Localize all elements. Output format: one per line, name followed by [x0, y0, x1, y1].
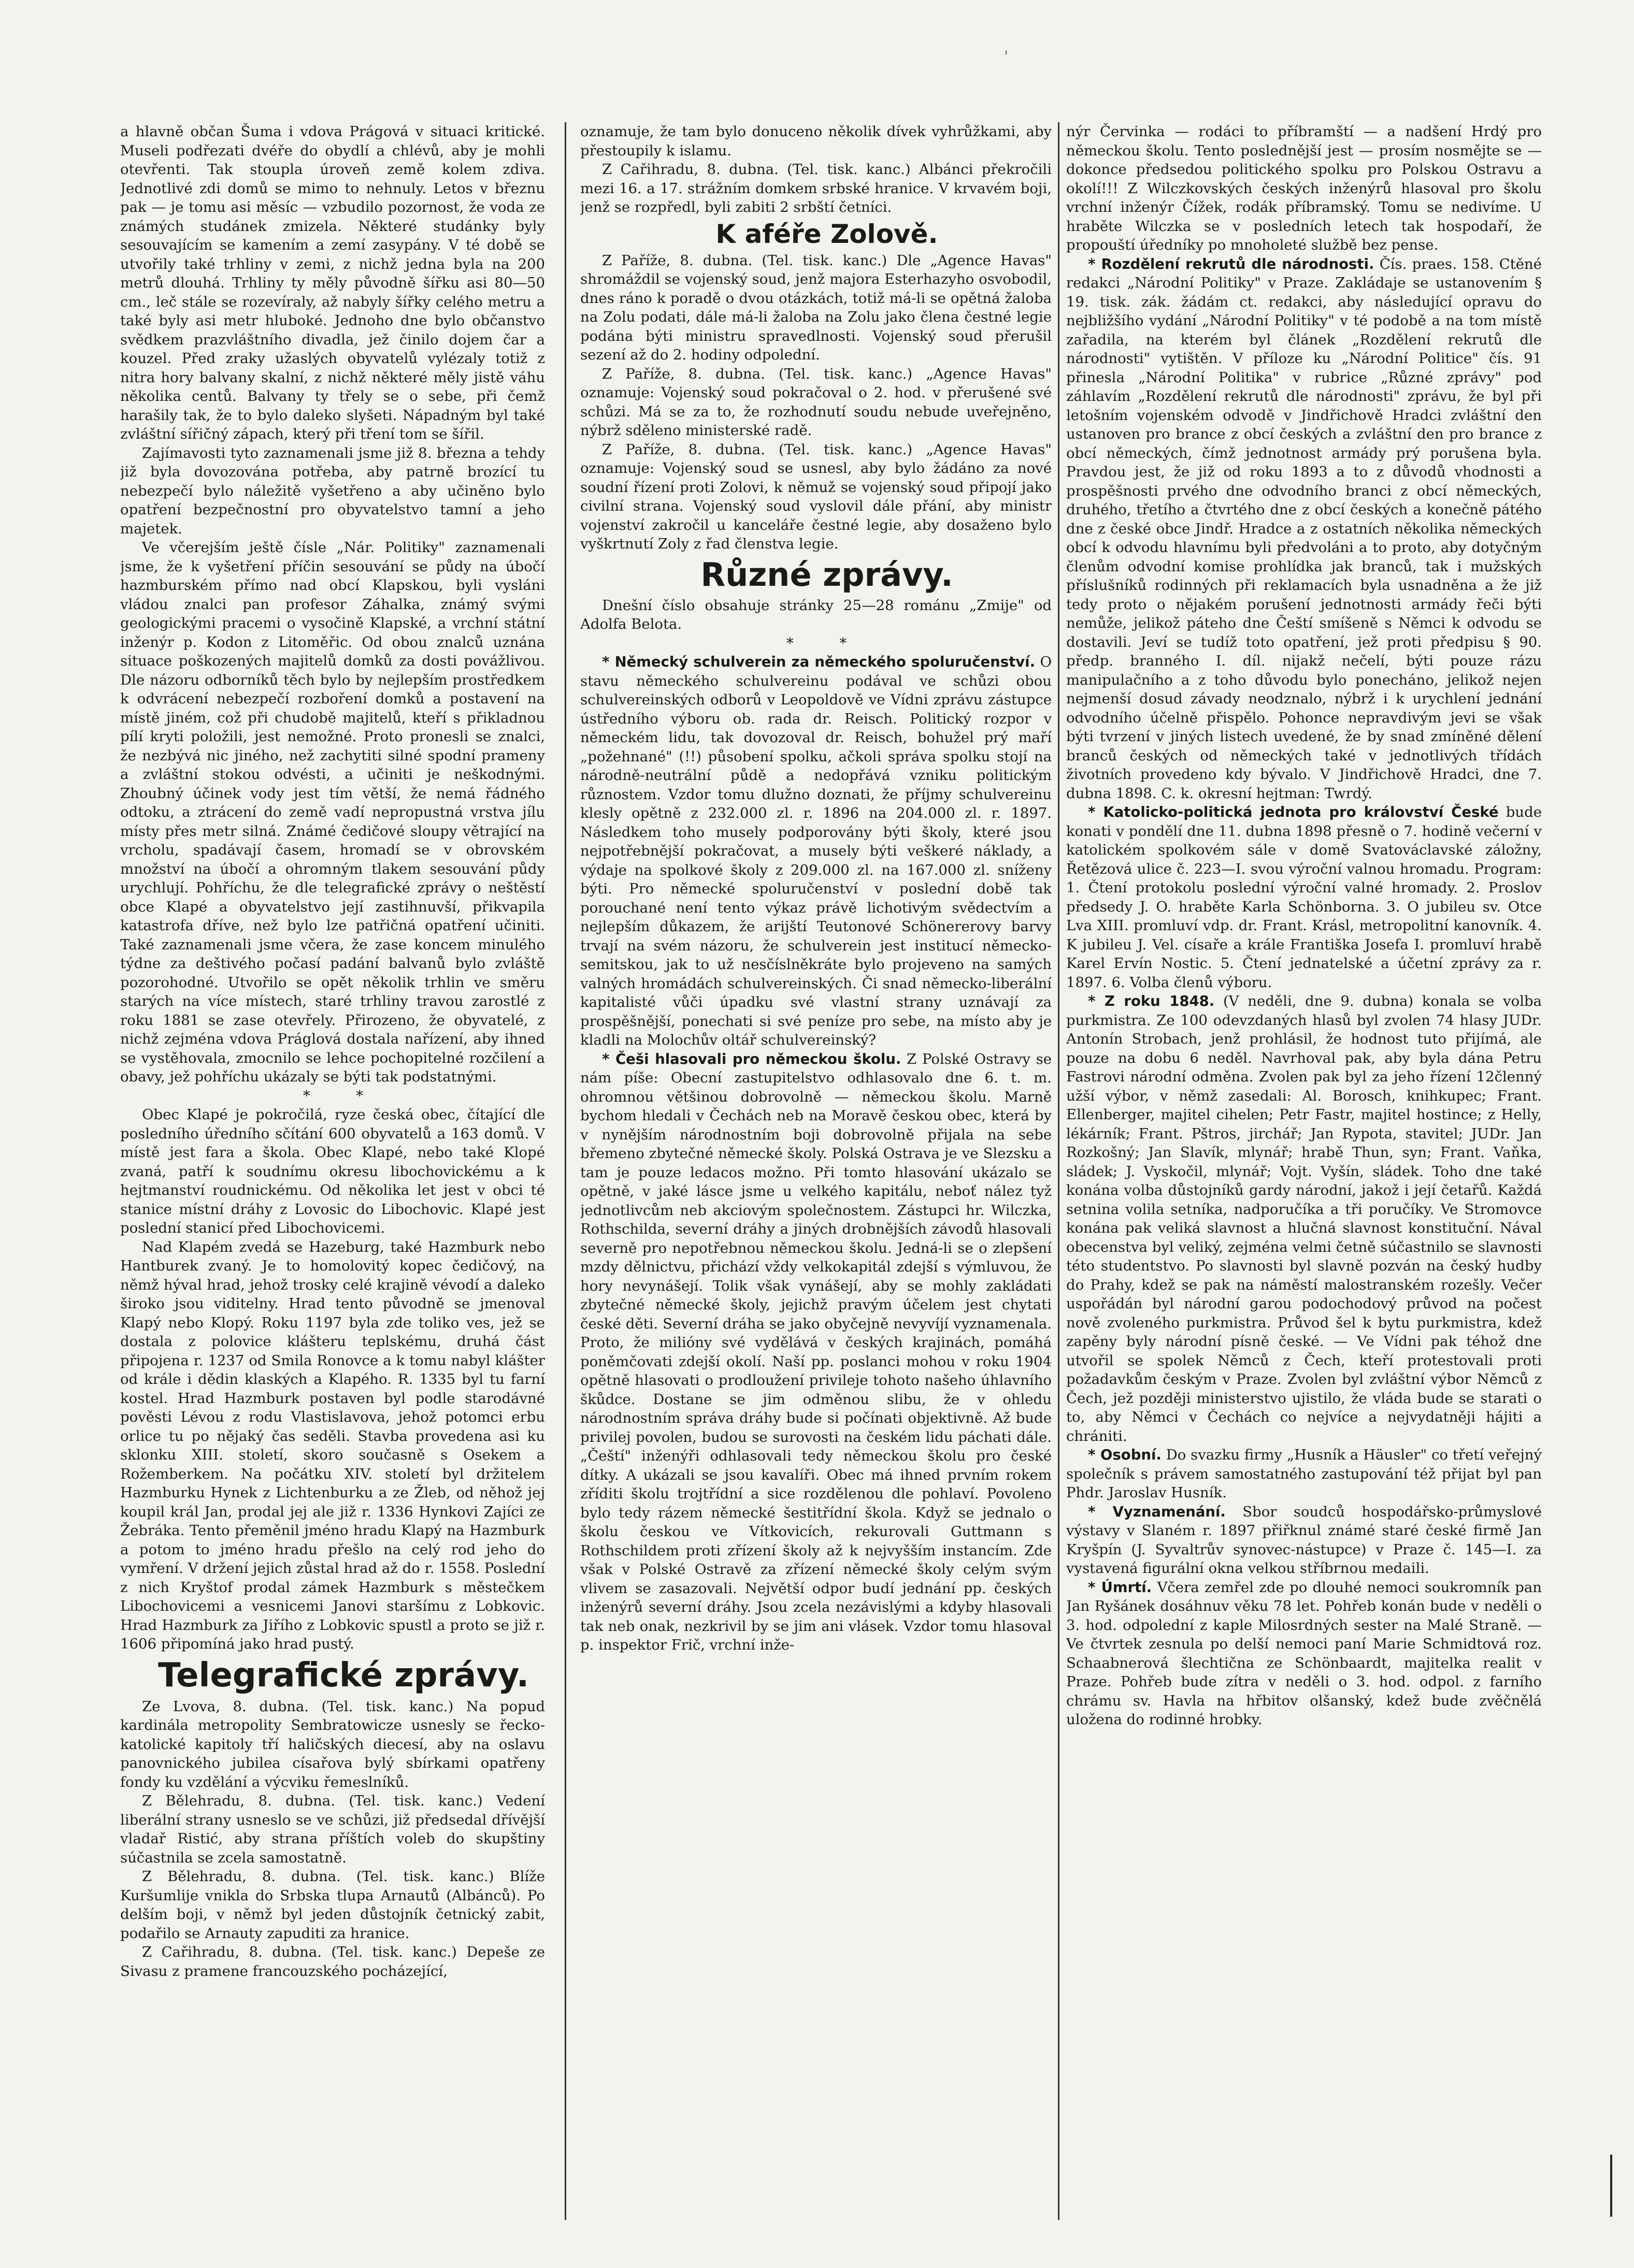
news-item: Z Paříže, 8. dubna. (Tel. tisk. kanc.) Dle „Agence Havas" shromáždil se vojenský soud, jenž majora Esterhazyho osvobodil, dnes ráno k poradě o dvou otázkách, totiž má-li se opětná žaloba na Zolu podati, dále má-li žaloba na Zolu jako člena čestné legie podána býti ministru spravedlnosti. Vojenský soud přerušil sezení až do 2. hodiny odpolední.	[580, 252, 1052, 363]
page-mark: '	[1004, 48, 1009, 66]
item-body: Sbor soudců hospodářsko-průmyslové výstavy v Slaném r. 1897 přiřknul známé staré české firmě Jan Kryšpín (J. Syvaltrův synovec-nástupce) v Praze č. 145—I. za vystavená figurální okna velkou stříbrnou medaili.	[1066, 1503, 1542, 1577]
news-item: Z Paříže, 8. dubna. (Tel. tisk. kanc.) „Agence Havas" oznamuje: Vojenský soud pokračoval o 2. hod. v přerušené své schůzi. Má se za to, že rozhodnutí soudu nebude uveřejněno, nýbrž sděleno ministerské radě.	[580, 365, 1052, 439]
article-paragraph: Obec Klapé je pokročilá, ryze česká obec, čítající dle posledního úředního sčítání 600 obyvatelů a 163 domů. V místě jest fara a škola. Obec Klapé, nebo také Klopé zvaná, patří k soudnímu okresu libochovickému a k hejtmanství roudnickému. Od několika let jest v obci té stanice místní dráhy z Lovosic do Libochovic. Klapé jest poslední stanicí před Libochovicemi.	[120, 1106, 545, 1236]
section-heading-zola: K aféře Zolově.	[715, 219, 938, 249]
item-title: * Osobní.	[1088, 1447, 1162, 1463]
item-title: * Německý schulverein za německého spoluručenství.	[602, 654, 1036, 670]
news-item	[1066, 1503, 1542, 1578]
item-title: * Katolicko-politická jednota pro království České	[1088, 804, 1499, 820]
news-item	[1066, 1446, 1542, 1503]
column-3	[1066, 122, 1542, 2220]
section-divider: * *	[786, 634, 868, 652]
news-item: Z Cařihradu, 8. dubna. (Tel. tisk. kanc.) Depeše ze Sivasu z pramene francouzského pocházející,	[120, 1944, 545, 1980]
item-body: Do svazku firmy „Husník a Häusler" co třetí veřejný společník s právem samostatného zastupování též přijat byl pan Phdr. Jaroslav Husník.	[1066, 1447, 1542, 1501]
news-item	[1066, 255, 1542, 803]
news-item	[1066, 992, 1542, 1446]
section-heading-ruzne: Různé zprávy.	[700, 555, 953, 594]
column-2	[580, 122, 1052, 2220]
news-item: Z Bělehradu, 8. dubna. (Tel. tisk. kanc.) Vedení liberální strany usneslo se ve schůzi, již předsedal dřívější vladař Ristić, aby strana příštích voleb do skupštiny súčastnila se zcela samostatně.	[120, 1793, 545, 1866]
news-item	[1066, 1578, 1542, 1729]
item-title: * Vyznamenání.	[1088, 1503, 1226, 1520]
news-item: oznamuje, že tam bylo donuceno několik dívek vyhrůžkami, aby přestoupily k islamu.	[580, 123, 1052, 159]
news-item: nýr Červinka — rodáci to příbramští — a nadšení Hrdý pro německou školu. Tento poslednější jest — prosím nosmějte se — dokonce předsedou politického spolku pro Polskou Ostravu a okolí!!! Z Wilczkovských českých inženýrů hlasoval pro školu vrchní inženýr Čížek, rodák příbramský. Tomu se nedivíme. U hraběte Wilczka se v posledních letech tak hospodaří, že propouští úředníky po mnoholeté službě bez pense.	[1066, 123, 1542, 253]
item-body: Včera zemřel zde po dlouhé nemoci soukromník pan Jan Ryšánek dosáhnuv věku 78 let. Pohřeb konán bude v neděli o 3. hod. odpolední z kaple Milosrdných sester na Malé Straně. — Ve čtvrtek zesnula po delší nemoci paní Marie Schmidtová roz. Schaabnerová šlechtična ze Schönbaardt, majitelka realit v Praze. Pohřeb bude zítra v neděli o 3. hod. odpol. z farního chrámu sv. Havla na hřbitov olšanský, kdež bude zvěčnělá uložena do rodinné hrobky.	[1066, 1579, 1542, 1728]
item-body: Čís. praes. 158. Ctěné redakci „Národní Politiky" v Praze. Zakládaje se ustanovením § 19. tisk. zák. žádám ct. redakci, aby následující opravu do nejbližšího vydání „Národní Politiky" v té podobě a na tom místě zařadila, na kterém byl článek „Rozdělení rekrutů dle národnosti" vytištěn. V příloze ku „Národní Politice" čís. 91 přinesla „Národní Politika" v rubrice „Různé zprávy" pod záhlavím „Rozdělení rekrutů dle národnosti" zprávu, že byl při letošním vojenském odvodě v Jindřichově Hradci zvláštní den ustanoven pro brance z obcí českých a zvláštní den pro brance z obcí německých, čímž jednotnost armády prý porušena byla. Pravdou jest, že již od roku 1893 a to z důvodů vhodnosti a prospěšnosti prvého dne odvodního branci z obcí německých, druhého, třetího a čtvrtého dne z obcí českých a konečně pátého dne z české obce Jindř. Hradce a z ostatních několika německých obcí k odvodu hlavnímu byli předvoláni a to proto, aby dotyčným členům odvodní komise prohlídka jak branců, tak i mužských příslušníků rodinných při reklamacích byla usnadněna a že již tedy proto o nějakém porušení jednotnosti armády řeči býti nemůže, jelikož páteho dne Čeští smíšeně s Němci k odvodu se dostavili. Jeví se tudíž toto opatření, jež proti předpisu § 90. předp. branného I. díl. nijakž nečelí, býti pouze rázu manipulačního a z toho důvodu bylo ponecháno, jelikož nejen nejmenší dosud závady neodznalo, nýbrž i k urychlení jednání odvodního účelně přispělo. Pohonce nepravdivým jevi se však býti tvrzení v jiných listech uvedené, že by snad zmíněné dělení branců českých od německých také v jednotlivých třídách životních provedeno kdy bývalo. V Jindřichově Hradci, dne 7. dubna 1898. C. k. okresní hejtman: Twrdý.	[1066, 255, 1542, 802]
article-paragraph: Zajímavosti tyto zaznamenali jsme již 8. března a tehdy již byla dovozována potřeba, aby patrně brozící tu nebezpečí bylo náležitě vyšetřeno a aby učiněno bylo opatření bezpečnostní pro obyvatelstvo tamní a jeho majetek.	[120, 444, 545, 537]
item-title: * Češi hlasovali pro německou školu.	[602, 1050, 901, 1067]
news-item: Z Bělehradu, 8. dubna. (Tel. tisk. kanc.) Blíže Kuršumlije vnikla do Srbska tlupa Arnautů (Albánců). Po delším boji, v němž byl jeden důstojník četnický zabit, podařilo se Arnauty zapuditi za hranice.	[120, 1868, 545, 1942]
margin-mark	[1610, 2155, 1612, 2217]
item-title: * Z roku 1848.	[1088, 993, 1215, 1009]
item-title: * Úmrtí.	[1088, 1579, 1152, 1596]
column-rule-1	[565, 122, 566, 2220]
news-item: Z Cařihradu, 8. dubna. (Tel. tisk. kanc.) Albánci překročili mezi 16. a 17. strážním domkem srbské hranice. V krvavém boji, jenž se rozpředl, byli zabiti 2 srbští četníci.	[580, 161, 1052, 215]
news-item: Z Paříže, 8. dubna. (Tel. tisk. kanc.) „Agence Havas" oznamuje: Vojenský soud se usnesl, aby bylo žádáno za nové soudní řízení proti Zolovi, k němuž se vojenský soud připojí jako civilní strana. Vojenský soud vyslovil dále přání, aby ministr vojenství zakročil u kanceláře čestné legie, aby dosaženo bylo vyškrtnutí Zoly z řad členstva legie.	[580, 441, 1052, 552]
item-body: Z Polské Ostravy se nám píše: Obecní zastupitelstvo odhlasovalo dne 6. t. m. ohromnou většinou dobrovolně — německou školu. Marně bychom hledali v Čechách neb na Moravě českou obec, která by v nynějším národnostním boji dobrovolně přijala na sebe břemeno zbytečné německé školy. Polská Ostrava je ve Slezsku a tam je pouze ledacos možno. Při tomto hlasování ukázalo se opětně, v jaké lásce jsme u velkého kapitálu, neboť nález tyž jednotlivcům neb akciovým společnostem. Zástupci hr. Wilczka, Rothschilda, severní dráhy a jiných drobnějších závodů hlasovali severně pro nepotřebnou německou školu. Jedná-li se o zlepšení mzdy dělnictvu, přichází vždy velkokapitál zdejší s výmluvou, že hory nevynášejí. Tolik však vynášejí, aby se mohly zakládati zbytečné německé školy, jejichž pravým účelem jest chytati české děti. Severní dráha se jako obyčejně nevyvíjí vyznamenala. Proto, že milióny své vydělává v českých krajinách, pomáhá poněmčovati zdejší okolí. Naší pp. poslanci mohou v roku 1904 opětně hlasovati o prodloužení privileje tohoto našeho úhlavního škůdce. Dostane se jim odměnou slibu, že v ohledu národnostním správa dráhy bude si počínati objektivně. Až bude privilej povolen, budou se surovosti na českém lidu páchati dále. „Čeští" inženýři odhlasovali tedy německou školu pro české dítky. A ukázali se jsou kavalíři. Obec má ihned prvním rokem zříditi školu trojtřídní a sice rozdělenou dle pohlaví. Povoleno bylo tedy rázem německé šestitřídní škola. Když se jednalo o školu českou ve Vítkovicích, rekurovali Guttmann s Rothschildem proti zřízení školy až k nejvyšším instancím. Zde však v Polské Ostravě za zřízení německé školy celým svým vlivem se zasazovali. Největší odpor budí jednání pp. českých inženýrů severní dráhy. Jsou zcela nezávislými a kdyby hlasovali tak neb onak, nezkrivil by se jim ani vlásek. Vzdor tomu hlasoval p. inspektor Frič, vrchní inže-	[580, 1050, 1052, 1653]
column-rule-2	[1058, 122, 1059, 2220]
news-item	[580, 1050, 1052, 1655]
column-1	[120, 122, 545, 2220]
article-paragraph: Ve včerejším ještě čísle „Nár. Politiky" zaznamenali jsme, že k vyšetření příčin sesouvání se půdy na úbočí hazmburském přímo nad obcí Klapskou, byli vysláni vládou znalci pan profesor Záhalka, známý svými geologickými pracemi o vysočině Klapské, a vrchní státní inženýr p. Kodon z Litoměřic. Od obou znalců uznána situace poškozených majitelů domků za dosti povážlivou. Dle názoru odborníků těch bylo by nejlepším prostředkem k odvrácení nebezpečí rozboření domků a postavení na místě jiném, což při chudobě majitelů, kteří s přikladnou pílí kryti položili, jest nemožné. Proto pronesli se znalci, že nezbývá nic jiného, než zachytiti silné spodní prameny a zvláštní stokou odvésti, a učiniti je neškodnými. Zhoubný účinek vody jest tím větší, že nemá řádného odtoku, a ztrácení do země vadí nepropustná vrstva jílu místy přes metr silná. Známé čedičové sloupy větrající na vrcholu, spadávají časem, hromadí se v obrovském množství na úbočí a ohromným tlakem sesouvání půdy urychlují. Pohříchu, že dle telegrafické zprávy o neštěstí obce Klapé a obyvatelstvo její zastihnuvší, přikvapila katastrofa dříve, než bylo lze patřičná opatření učiniti. Také zaznamenali jsme včera, že zase koncem minulého týdne za deštivého počasí padání balvanů bylo zvláště pozorohodné. Utvořilo se opět několik trhlin ve směru starých na více místech, staré trhliny travou zarostlé z roku 1881 se zase otevřely. Přirozeno, že obyvatelé, z nichž zejména vdova Práglová dostala nařízení, aby ihned se vystěhovala, zmocnilo se lehce pochopitelné rozčilení a obavy, jež pohříchu ukázaly se býti tak podstatnými.	[120, 539, 545, 1085]
article-paragraph: Nad Klapém zvedá se Hazeburg, také Hazmburk nebo Hantburek zvaný. Je to homolovitý kopec čedičový, na němž hýval hrad, jehož trosky celé krajině vévodí a daleko široko jsou viditelny. Hrad tento původně se jmenoval Klapý nebo Klopý. Roku 1197 byla zde toliko ves, jež se dostala z polovice klášteru teplskému, druhá část připojena r. 1237 od Smila Ronovce a k tomu nabyl klášter od krále i dědin klaských a Klapého. R. 1335 byl tu farní kostel. Hrad Hazmburk postaven byl podle starodávné pověsti Lévou z rodu Vlastislavova, jehož potomci erbu orlice tu po nějaký čas seděli. Stavba provedena asi ku sklonku XIII. století, skoro současně s Osekem a Rožemberkem. Na počátku XIV. století byl držitelem Hazmburku Hynek z Lichtenburku a ze Žleb, od něhož jej koupil král Jan, prodal jej ale již r. 1336 Hynkovi Zajíci ze Žebráka. Tento přeměnil jméno hradu Klapý na Hazmburk a potom to jméno hradu přešlo na celý rod jeho do vymření. V držení jejich zůstal hrad až do r. 1558. Poslední z nich Kryštof prodal zámek Hazmburk s městečkem Libochovicemi a vesnicemi Janovi staršímu z Lobkovic. Hrad Hazmburk za Jiřího z Lobkovic spustl a proto se již r. 1606 připomíná jako hrad pustý.	[120, 1238, 545, 1652]
news-item	[580, 653, 1052, 1050]
item-body: bude konati v pondělí dne 11. dubna 1898 přesně o 7. hodině večerní v katolickém spolkovém sále v domě Svatováclavské záložny, Řetězová ulice č. 223—I. svou výroční valnou hromadu. Program: 1. Čtení protokolu poslední výroční valné hromady. 2. Proslov předsedy J. O. hraběte Karla Schönborna. 3. O jubileu sv. Otce Lva XIII. promluví vdp. dr. Frant. Krásl, metropolitní kanovník. 4. K jubileu J. Vel. císaře a krále Františka Josefa I. promluví hrabě Karel Ervín Nostic. 5. Čtení jednatelské a účetní zprávy za r. 1897. 6. Volba členů výboru.	[1066, 804, 1542, 991]
section-divider: * *	[303, 1087, 384, 1104]
article-paragraph: a hlavně občan Šuma i vdova Prágová v situaci kritické. Museli podřezati dvéře do obydlí a chlévů, aby je mohli otevřenti. Tak stoupla úroveň země kolem zdiva. Jednotlivé zdi domů se mimo to nehnuly. Letos v březnu pak — je tomu asi měsíc — vzbudilo pozornost, že voda ze známých studánek zmizela. Některé studánky byly sesouvajícím se kamením a zemí zasypány. V té době se utvořily také trhliny v zemi, z nichž jedna byla na 200 metrů dlouhá. Trhliny ty měly původně šířku asi 80—50 cm., leč stále se rozevíraly, až nabyly šířky celého metru a také byly asi metr hluboké. Jednoho dne bylo občanstvo svědkem prazvláštního divadla, jež činilo dojem čar a kouzel. Před zraky užaslých obyvatelů vylézaly totiž z nitra hory balvany skalní, z nichž některé měly jistě váhu několika centů. Balvany ty třely se o sebe, při čemž harašily tak, že to bylo daleko slyšeti. Nápadným byl také zvláštní sířičný zápach, který při tření tom se šířil.	[120, 123, 545, 442]
item-body: O stavu německého schulvereinu podával ve schůzi obou schulvereinských odborů v Leopoldově ve Vídni zprávu zástupce ústředního výboru ob. rada dr. Reisch. Politický rozpor v německém lidu, tak dovozoval dr. Reisch, bohužel prý maří „požehnané" (!!) působení spolku, ačkoli správa spolku stojí na národně-neutrální půdě a nedopřává vzniku politickým různostem. Vzdor tomu dlužno doznati, že příjmy schulvereinu klesly opětně z 232.000 zl. r. 1896 na 204.000 zl. r. 1897. Následkem toho musely podporovány býti školy, které jsou nejpotřebnější pokračovat, a musely býti veškeré náklady, a výdaje na spolkové školy z 209.000 zl. na 167.000 zl. sníženy býti. Pro německé spoluručenství v poslední době tak porouchané není tento výkaz právě lichotivým svědectvím a nejlepším důkazem, že arijští Teutonové Schönererovy barvy trvají na svém názoru, že schulverein jest institucí německo-semitskou, jak to už nesčíslněkráte bylo projeveno na samých valných hromádách schulvereinských. Či snad německo-liberální kapitalisté vůči úpadku své vlastní strany uznávají za prospěšnější, ponechati si své peníze pro sebe, na místo aby je kladli na Molochův oltář schulvereinský?	[580, 654, 1052, 1048]
news-item	[1066, 803, 1542, 992]
news-item: Ze Lvova, 8. dubna. (Tel. tisk. kanc.) Na popud kardinála metropolity Sembratowicze usnesly se řecko-katolické kapitoly tří haličských diecesí, aby na oslavu panovnického jubilea císařova bylý sbírkami opatřeny fondy ku vzdělání a výcviku řemeslníků.	[120, 1698, 545, 1790]
section-heading-telegrafy: Telegrafické zprávy.	[157, 1656, 529, 1695]
item-title: * Rozdělení rekrutů dle národnosti.	[1088, 255, 1374, 272]
news-intro: Dnešní číslo obsahuje stránky 25—28 románu „Zmije" od Adolfa Belota.	[580, 597, 1052, 632]
item-body: (V neděli, dne 9. dubna) konala se volba purkmistra. Ze 100 odevzdaných hlasů byl zvolen 74 hlasy JUDr. Antonín Strobach, jenž prohlásil, že hodnost tuto přijímá, ale pouze na dobu 6 neděl. Navrhoval pak, aby byla dána Petru Fastrovi národní odměna. Zvolen pak byl za jeho řízení 12členný užší výbor, v němž zasedali: Al. Borosch, knihkupec; Frant. Ellenberger, majitel cihelen; Petr Fastr, majitel hostince; z Helly, lékárník; Frant. Pštros, jirchář; Jan Rypota, stavitel; JUDr. Jan Rozkošný; Jan Slavík, mlynář; hrabě Thun, syn; Frant. Vaňka, sládek; J. Vyskočil, mlynář; Vojt. Vyšín, sládek. Toho dne také konána volba důstojníků gardy národní, jakož i její četařů. Každá setnina volila setníka, nadporučíka a tři poručíky. Ve Stromovce konána pak veliká slavnost a hlučná slavnost konstituční. Nával obecenstva byl veliký, zejména velmi četně súčastnilo se slavnosti této studentstvo. Po slavnosti byl slavně pozván na český hudby do Prahy, kdež se pak na náměstí malostranském rozešly. Večer uspořádán byl národní garou podochodový průvod na počest nově zvoleného purkmistra. Průvod šel k bytu purkmistra, kdež zapěny byly národní písně české. — Ve Vídni pak téhož dne utvořil se spolek Němců z Čech, kteří protestovali proti požadavkům českým v Praze. Zvolen byl zvláštní výbor Němců z Čech, jež později ministerstvo ujistilo, že vláda bude se starati o to, aby Němci v Čechách co nejvíce a nejvydatněji hájiti a chrániti.	[1066, 993, 1542, 1444]
